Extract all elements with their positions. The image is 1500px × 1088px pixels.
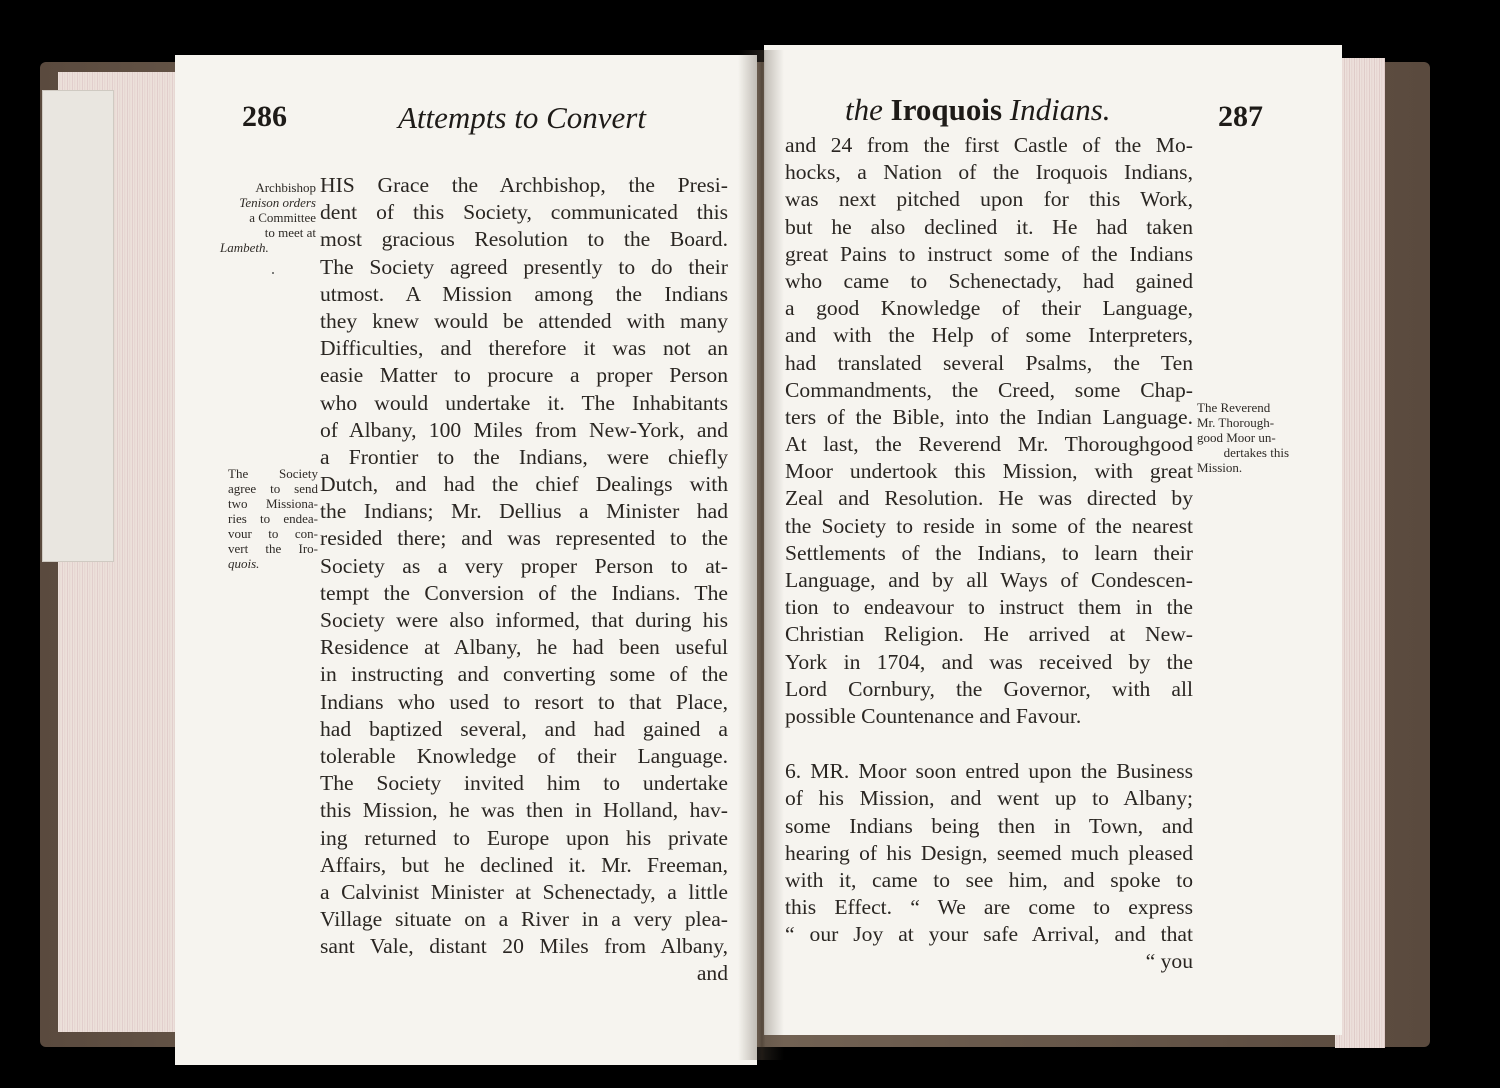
text-line: ters of the Bible, into the Indian Language. xyxy=(785,404,1193,429)
sidenote-line: ries to endea- xyxy=(228,511,318,526)
text-line: this Mission, he was then in Holland, hav- xyxy=(320,798,728,823)
text-line: a good Knowledge of their Language, xyxy=(785,296,1193,321)
text-line: easie Matter to procure a proper Person xyxy=(320,363,728,388)
text-line: Moor undertook this Mission, with great xyxy=(785,459,1193,484)
text-line: and 24 from the first Castle of the Mo- xyxy=(785,133,1193,157)
sidenote-line: two Missiona- xyxy=(228,496,318,511)
right-page-edges xyxy=(1335,58,1385,1048)
text-line: this Effect. “ We are come to express xyxy=(785,895,1193,920)
text-line: Dutch, and had the chief Dealings with xyxy=(320,472,728,497)
text-line: in instructing and converting some of the xyxy=(320,662,728,687)
text-line: but he also declined it. He had taken xyxy=(785,214,1193,239)
catchword: and xyxy=(696,961,728,986)
sidenote-line: quois. xyxy=(228,556,260,571)
text-line: hocks, a Nation of the Iroquois Indians, xyxy=(785,160,1193,185)
printers-mark xyxy=(272,272,274,274)
right-running-head xyxy=(845,92,1111,128)
right-body-text xyxy=(785,132,1193,976)
text-line: “ our Joy at your safe Arrival, and that xyxy=(785,922,1193,947)
running-head-part: Indians. xyxy=(1009,92,1111,127)
text-line: utmost. A Mission among the Indians xyxy=(320,281,728,306)
text-line: who came to Schenectady, had gained xyxy=(785,268,1193,293)
sidenote-line: Tenison orders xyxy=(239,195,316,210)
book-gutter xyxy=(738,50,784,1060)
text-line: Christian Religion. He arrived at New- xyxy=(785,622,1193,647)
sidenote-line: Lambeth. xyxy=(220,240,269,255)
text-line: dent of this Society, communicated this xyxy=(320,200,728,225)
sidenote-moor xyxy=(1197,400,1289,475)
sidenote-line: a Committee xyxy=(249,210,316,225)
text-line: 6. MR. Moor soon entred upon the Business xyxy=(785,759,1193,784)
sidenote-line: The Society xyxy=(228,466,318,481)
text-line: of his Mission, and went up to Albany; xyxy=(785,786,1193,811)
text-line: Settlements of the Indians, to learn their xyxy=(785,540,1193,565)
text-line: ing returned to Europe upon his private xyxy=(320,825,728,850)
text-line: and with the Help of some Interpreters, xyxy=(785,323,1193,348)
sidenote-line: Mr. Thorough- xyxy=(1197,415,1275,430)
text-line: At last, the Reverend Mr. Thoroughgood xyxy=(785,432,1193,457)
sidenote-line: agree to send xyxy=(228,481,318,496)
tipped-in-leaf xyxy=(42,90,114,562)
text-line: Lord Cornbury, the Governor, with all xyxy=(785,676,1193,701)
text-line: had translated several Psalms, the Ten xyxy=(785,350,1193,375)
text-line: tion to endeavour to instruct them in the xyxy=(785,595,1193,620)
sidenote-line: to meet at xyxy=(264,225,316,240)
text-line: they knew would be attended with many xyxy=(320,308,728,333)
left-page-number: 286 xyxy=(242,100,287,133)
text-line: tolerable Knowledge of their Language. xyxy=(320,743,728,768)
text-line: Difficulties, and therefore it was not an xyxy=(320,336,728,361)
text-line: was next pitched upon for this Work, xyxy=(785,187,1193,212)
text-line: possible Countenance and Favour. xyxy=(785,703,1082,728)
sidenote-line: dertakes this xyxy=(1223,445,1289,460)
text-line: a Frontier to the Indians, were chiefly xyxy=(320,444,728,469)
running-head-part: Iroquois xyxy=(890,92,1003,127)
text-line: resided there; and was represented to the xyxy=(320,526,728,551)
paragraph-gap xyxy=(785,730,1193,758)
text-line: Village situate on a River in a very plea- xyxy=(320,907,728,932)
text-line: Zeal and Resolution. He was directed by xyxy=(785,486,1193,511)
text-line: with it, came to see him, and spoke to xyxy=(785,867,1193,892)
text-line: tempt the Conversion of the Indians. The xyxy=(320,580,728,605)
text-line: Residence at Albany, he had been useful xyxy=(320,635,728,660)
text-line: Commandments, the Creed, some Chap- xyxy=(785,377,1193,402)
text-line: had baptized several, and had gained a xyxy=(320,716,728,741)
text-line: who would undertake it. The Inhabitants xyxy=(320,390,728,415)
sidenote-line: vour to con- xyxy=(228,526,318,541)
catchword: “ you xyxy=(1145,949,1193,974)
text-line: sant Vale, distant 20 Miles from Albany, xyxy=(320,934,728,959)
running-head-part: the xyxy=(845,92,883,127)
text-line: Indians who used to resort to that Place, xyxy=(320,689,728,714)
text-line: The Society agreed presently to do their xyxy=(320,254,728,279)
text-line: Society as a very proper Person to at- xyxy=(320,553,728,578)
sidenote-line: Mission. xyxy=(1197,460,1243,475)
text-line: most gracious Resolution to the Board. xyxy=(320,227,728,252)
text-line: some Indians being then in Town, and xyxy=(785,813,1193,838)
text-line: The Society invited him to undertake xyxy=(320,771,728,796)
text-line: hearing of his Design, seemed much pleased xyxy=(785,840,1193,865)
text-line: of Albany, 100 Miles from New-York, and xyxy=(320,417,728,442)
text-line: HIS Grace the Archbishop, the Presi- xyxy=(320,173,728,197)
sidenote-line: The Reverend xyxy=(1197,400,1271,415)
left-running-head: Attempts to Convert xyxy=(398,100,646,135)
sidenote-archbishop xyxy=(220,180,316,255)
text-line: great Pains to instruct some of the Indians xyxy=(785,241,1193,266)
text-line: York in 1704, and was received by the xyxy=(785,649,1193,674)
sidenote-line: Archbishop xyxy=(255,180,316,195)
text-line: Language, and by all Ways of Condescen- xyxy=(785,568,1193,592)
right-page-number: 287 xyxy=(1218,100,1263,133)
sidenote-line: good Moor un- xyxy=(1197,430,1276,445)
text-line: Affairs, but he declined it. Mr. Freeman, xyxy=(320,852,728,877)
sidenote-line: vert the Iro- xyxy=(228,541,318,556)
left-body-text xyxy=(320,172,728,988)
text-line: a Calvinist Minister at Schenectady, a little xyxy=(320,879,728,904)
text-line: the Society to reside in some of the nearest xyxy=(785,513,1193,538)
text-line: the Indians; Mr. Dellius a Minister had xyxy=(320,499,728,524)
text-line: Society were also informed, that during his xyxy=(320,608,728,632)
sidenote-society-agree xyxy=(228,466,318,571)
